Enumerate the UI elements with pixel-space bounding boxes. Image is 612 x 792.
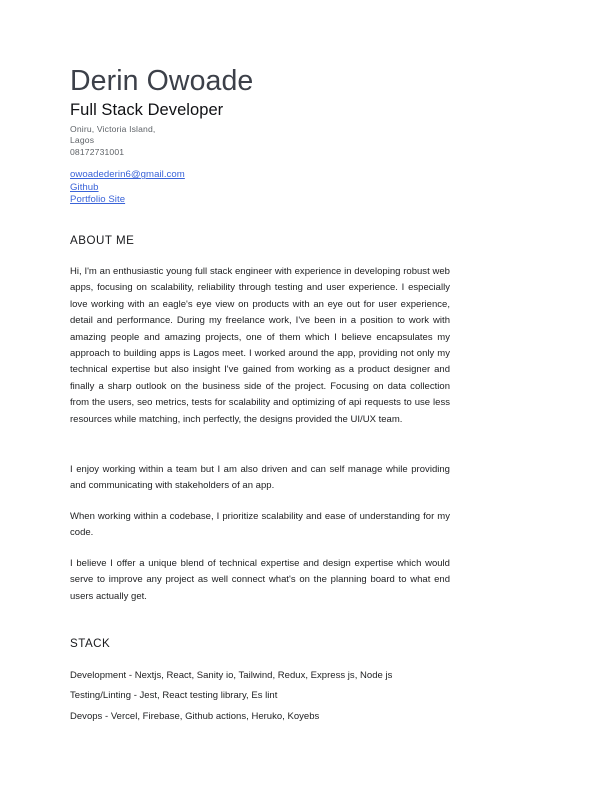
header-block	[70, 64, 450, 207]
about-me-body	[70, 264, 450, 605]
stack-line-devops: Devops - Vercel, Firebase, Github actions, Heruko, Koyebs	[70, 710, 320, 722]
about-me-heading: ABOUT ME	[70, 234, 135, 247]
address-line: Lagos	[70, 135, 95, 146]
resume-content	[70, 64, 450, 727]
contact-address-block	[70, 124, 450, 158]
stack-line-development: Development - Nextjs, React, Sanity io, Tailwind, Redux, Express js, Node js	[70, 669, 393, 681]
stack-body	[70, 666, 450, 728]
stack-line-testing: Testing/Linting - Jest, React testing library, Es lint	[70, 690, 278, 702]
candidate-job-title: Full Stack Developer	[70, 101, 224, 119]
candidate-name: Derin Owoade	[70, 65, 254, 97]
about-paragraph: Hi, I'm an enthusiastic young full stack engineer with experience in developing robust web apps, focusing on scalability, reliability through testing and user experience. I especially love working with an eagle's eye view on products with an eye out for user experience, detail and performance. During my freelance work, I've been in a position to work with amazing people and amazing projects, one of them which I believe encapsulates my approach to building apps is Lagos meet. I worked around the app, providing not only my technical expertise but also insight I've gained from working as a product designer and finally a sharp outlook on the business side of the project. Focusing on data collection from the users, seo metrics, tests for scalability and optimizing of api requests to use less resources while matching, inch perfectly, the designs provided the UI/UX team.	[70, 266, 450, 425]
stack-heading: STACK	[70, 636, 111, 650]
about-paragraph: I enjoy working within a team but I am also driven and can self manage while providing and communicating with stakeholders of an app.	[70, 464, 450, 492]
contact-links-block	[70, 169, 450, 207]
stack-section	[70, 636, 450, 728]
email-link[interactable]: owoadederin6@gmail.com	[70, 169, 185, 181]
about-me-section	[70, 233, 450, 605]
address-line: Oniru, Victoria Island,	[70, 124, 156, 134]
about-paragraph: When working within a codebase, I prioritize scalability and ease of understanding for my code.	[70, 510, 450, 539]
phone-number: 08172731001	[70, 146, 125, 157]
about-paragraph: I believe I offer a unique blend of technical expertise and design expertise which would serve to improve any project as well connect what's on the planning board to what end users actually get.	[70, 557, 450, 602]
github-link[interactable]: Github	[70, 181, 99, 193]
portfolio-link[interactable]: Portfolio Site	[70, 194, 126, 206]
